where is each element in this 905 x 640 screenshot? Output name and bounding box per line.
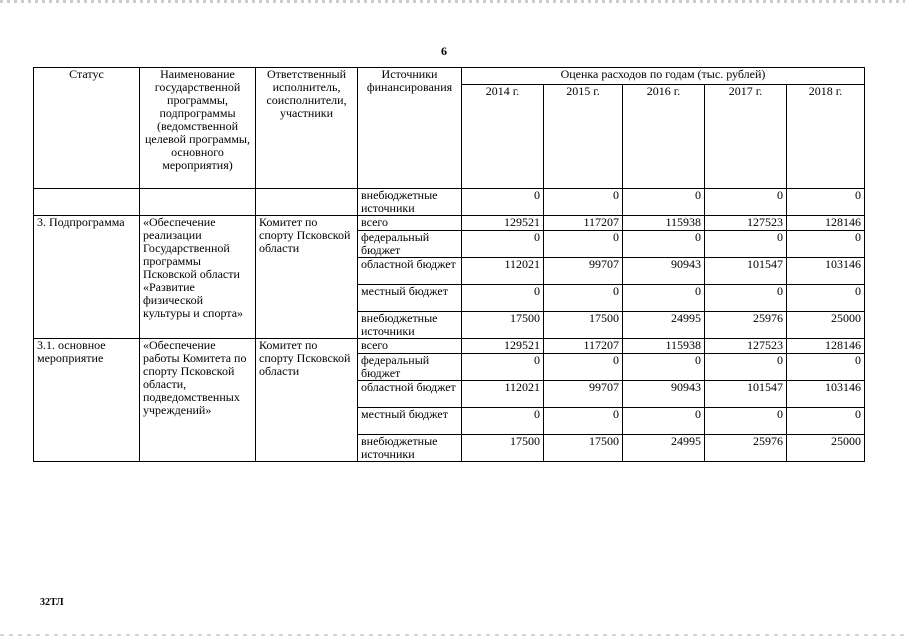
status-cell: 3.1. основное мероприятие: [34, 339, 140, 462]
program-name-cell: «Обеспечение работы Комитета по спорту Псковской области, подведомственных учреждений»: [140, 339, 256, 462]
value-cell: 115938: [623, 339, 705, 354]
value-cell: 25000: [787, 435, 865, 462]
value-cell: 0: [705, 354, 787, 381]
scan-artifact-top: [0, 0, 905, 3]
value-cell: 0: [462, 354, 544, 381]
value-cell: 24995: [623, 312, 705, 339]
header-expenses-title: Оценка расходов по годам (тыс. рублей): [462, 68, 865, 85]
value-cell: 17500: [544, 435, 623, 462]
source-cell: внебюджетные источники: [358, 189, 462, 216]
value-cell: 0: [705, 189, 787, 216]
value-cell: 24995: [623, 435, 705, 462]
responsible-cell: Комитет по спорту Псковской области: [256, 216, 358, 339]
value-cell: 0: [705, 408, 787, 435]
value-cell: 0: [623, 231, 705, 258]
table-row: [34, 339, 865, 354]
header-year: 2014 г.: [462, 85, 544, 189]
header-responsible: Ответственный исполнитель, соисполнители, участники: [256, 68, 358, 189]
value-cell: 129521: [462, 216, 544, 231]
value-cell: 0: [462, 285, 544, 312]
value-cell: 112021: [462, 381, 544, 408]
value-cell: 25976: [705, 312, 787, 339]
header-year: 2016 г.: [623, 85, 705, 189]
value-cell: 0: [705, 285, 787, 312]
value-cell: 0: [544, 354, 623, 381]
value-cell: 0: [623, 408, 705, 435]
value-cell: 0: [544, 285, 623, 312]
value-cell: 25976: [705, 435, 787, 462]
value-cell: 128146: [787, 339, 865, 354]
value-cell: 99707: [544, 258, 623, 285]
empty-cell: [256, 189, 358, 216]
value-cell: 117207: [544, 339, 623, 354]
header-year: 2017 г.: [705, 85, 787, 189]
value-cell: 0: [787, 231, 865, 258]
source-cell: местный бюджет: [358, 408, 462, 435]
value-cell: 17500: [544, 312, 623, 339]
value-cell: 0: [544, 189, 623, 216]
value-cell: 128146: [787, 216, 865, 231]
responsible-cell: Комитет по спорту Псковской области: [256, 339, 358, 462]
source-cell: всего: [358, 216, 462, 231]
footer-code: 32ТЛ: [40, 597, 64, 608]
budget-table: [33, 67, 865, 462]
value-cell: 101547: [705, 381, 787, 408]
empty-cell: [140, 189, 256, 216]
value-cell: 0: [462, 189, 544, 216]
header-sources: Источники финансирования: [358, 68, 462, 189]
value-cell: 17500: [462, 435, 544, 462]
value-cell: 101547: [705, 258, 787, 285]
source-cell: областной бюджет: [358, 258, 462, 285]
source-cell: федеральный бюджет: [358, 354, 462, 381]
value-cell: 0: [787, 189, 865, 216]
source-cell: внебюджетные источники: [358, 312, 462, 339]
source-cell: федеральный бюджет: [358, 231, 462, 258]
value-cell: 0: [544, 408, 623, 435]
source-cell: внебюджетные источники: [358, 435, 462, 462]
source-cell: всего: [358, 339, 462, 354]
value-cell: 99707: [544, 381, 623, 408]
status-cell: 3. Подпрограмма: [34, 216, 140, 339]
empty-cell: [34, 189, 140, 216]
value-cell: 129521: [462, 339, 544, 354]
program-name-cell: «Обеспечение реализации Государственной программы Псковской области «Развитие физической культуры и спорта»: [140, 216, 256, 339]
source-cell: областной бюджет: [358, 381, 462, 408]
value-cell: 0: [787, 408, 865, 435]
value-cell: 117207: [544, 216, 623, 231]
header-status: Статус: [34, 68, 140, 189]
value-cell: 90943: [623, 381, 705, 408]
value-cell: 103146: [787, 258, 865, 285]
header-year: 2015 г.: [544, 85, 623, 189]
value-cell: 103146: [787, 381, 865, 408]
table-row: [34, 216, 865, 231]
table-row: [34, 189, 865, 216]
page-number: 6: [441, 44, 447, 58]
value-cell: 0: [623, 354, 705, 381]
value-cell: 0: [462, 231, 544, 258]
value-cell: 17500: [462, 312, 544, 339]
value-cell: 25000: [787, 312, 865, 339]
source-cell: местный бюджет: [358, 285, 462, 312]
value-cell: 0: [787, 285, 865, 312]
value-cell: 0: [544, 231, 623, 258]
scan-artifact-bottom: [0, 634, 905, 636]
value-cell: 127523: [705, 216, 787, 231]
value-cell: 0: [787, 354, 865, 381]
value-cell: 127523: [705, 339, 787, 354]
value-cell: 112021: [462, 258, 544, 285]
header-year: 2018 г.: [787, 85, 865, 189]
value-cell: 115938: [623, 216, 705, 231]
value-cell: 0: [623, 189, 705, 216]
value-cell: 90943: [623, 258, 705, 285]
value-cell: 0: [462, 408, 544, 435]
value-cell: 0: [623, 285, 705, 312]
header-program-name: Наименование государственной программы, подпрограммы (ведомственной целевой программы, основного мероприятия): [140, 68, 256, 189]
value-cell: 0: [705, 231, 787, 258]
